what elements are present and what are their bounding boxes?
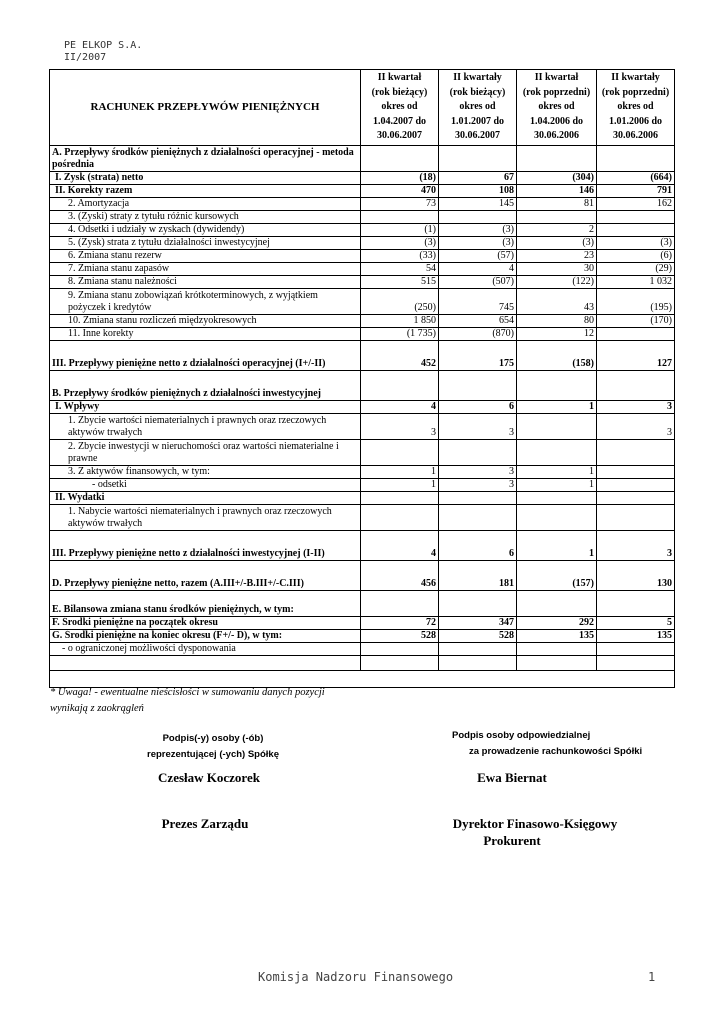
row-value: (122) [517, 275, 597, 288]
left-signatory-name: Czesław Koczorek [158, 770, 260, 785]
row-value: 43 [517, 288, 597, 314]
row-value: 81 [517, 197, 597, 210]
row-value [361, 504, 439, 530]
row-value: 6 [439, 400, 517, 413]
column-header: II kwartał (rok poprzedni) okres od 1.04.2006 do 30.06.2006 [517, 70, 597, 146]
row-value: 67 [439, 171, 517, 184]
row-value: 3 [439, 413, 517, 439]
row-value: 54 [361, 262, 439, 275]
row-value [439, 210, 517, 223]
table-row [50, 478, 675, 491]
table-row [50, 465, 675, 478]
row-value [517, 504, 597, 530]
row-label: 8. Zmiana stanu należności [50, 275, 361, 288]
row-label: 10. Zmiana stanu rozliczeń międzyokresowych [50, 314, 361, 327]
table-row [50, 197, 675, 210]
table-row [50, 370, 675, 400]
row-value: 528 [439, 629, 517, 642]
row-value: (18) [361, 171, 439, 184]
page-number: 1 [648, 970, 656, 984]
row-value [597, 642, 675, 655]
row-value: 1 [517, 400, 597, 413]
company-name: PE ELKOP S.A. [64, 40, 143, 51]
table-row [50, 236, 675, 249]
row-value: (29) [597, 262, 675, 275]
row-value: (304) [517, 171, 597, 184]
row-value: 456 [361, 560, 439, 590]
row-value [517, 491, 597, 504]
table-row [50, 491, 675, 504]
row-value: (57) [439, 249, 517, 262]
row-value [517, 210, 597, 223]
row-value [597, 478, 675, 491]
row-value [439, 642, 517, 655]
row-value: (195) [597, 288, 675, 314]
note-line: wynikają z zaokrągleń [50, 703, 144, 714]
row-value: 1 [517, 465, 597, 478]
row-value [439, 370, 517, 400]
row-value: 528 [361, 629, 439, 642]
row-label: 11. Inne korekty [50, 327, 361, 340]
row-value [597, 439, 675, 465]
row-value: 3 [361, 413, 439, 439]
rounding-note [50, 685, 325, 717]
row-label: 7. Zmiana stanu zapasów [50, 262, 361, 275]
row-value [597, 465, 675, 478]
row-value [439, 439, 517, 465]
row-value: 470 [361, 184, 439, 197]
row-value: (158) [517, 340, 597, 370]
table-row [50, 504, 675, 530]
row-value [517, 439, 597, 465]
row-value: (3) [517, 236, 597, 249]
table-row [50, 249, 675, 262]
column-header: II kwartały (rok poprzedni) okres od 1.01.2006 do 30.06.2006 [597, 70, 675, 146]
row-value: 130 [597, 560, 675, 590]
row-value: (664) [597, 171, 675, 184]
row-value: 3 [597, 400, 675, 413]
row-value: 3 [439, 465, 517, 478]
row-value: (3) [361, 236, 439, 249]
row-value: (3) [439, 223, 517, 236]
row-value: 127 [597, 340, 675, 370]
row-value [361, 439, 439, 465]
right-signatory-name: Ewa Biernat [477, 770, 547, 785]
table-row [50, 530, 675, 560]
row-value: 2 [517, 223, 597, 236]
right-signatory-role: Dyrektor Finasowo-Księgowy Prokurent [452, 816, 618, 848]
table-row [50, 560, 675, 590]
empty-cell [597, 655, 675, 670]
row-label: G. Środki pieniężne na koniec okresu (F+/- D), w tym: [50, 629, 361, 642]
table-row [50, 262, 675, 275]
row-label: - odsetki [50, 478, 361, 491]
empty-cell [361, 670, 439, 687]
row-value: (1 735) [361, 327, 439, 340]
row-value: 654 [439, 314, 517, 327]
document-header [64, 40, 142, 64]
table-row-empty [50, 655, 675, 670]
empty-cell [439, 655, 517, 670]
row-value: 292 [517, 616, 597, 629]
column-header: II kwartały (rok bieżący) okres od 1.01.2007 do 30.06.2007 [439, 70, 517, 146]
row-value [597, 145, 675, 171]
row-value [597, 370, 675, 400]
row-value [517, 413, 597, 439]
row-label: B. Przepływy środków pieniężnych z działalności inwestycyjnej [50, 370, 361, 400]
row-label: 1. Zbycie wartości niematerialnych i prawnych oraz rzeczowych aktywów trwałych [50, 413, 361, 439]
table-row [50, 590, 675, 616]
row-label: 9. Zmiana stanu zobowiązań krótkoterminowych, z wyjątkiem pożyczek i kredytów [50, 288, 361, 314]
row-label: 2. Amortyzacja [50, 197, 361, 210]
row-label: 3. Z aktywów finansowych, w tym: [50, 465, 361, 478]
row-label: III. Przepływy pieniężne netto z działalności operacyjnej (I+/-II) [50, 340, 361, 370]
table-row [50, 327, 675, 340]
row-value [439, 491, 517, 504]
row-value: 1 [517, 478, 597, 491]
row-value: 80 [517, 314, 597, 327]
table-row [50, 340, 675, 370]
table-row [50, 171, 675, 184]
table-header-row [50, 70, 675, 146]
row-label: 1. Nabycie wartości niematerialnych i prawnych oraz rzeczowych aktywów trwałych [50, 504, 361, 530]
row-value: 6 [439, 530, 517, 560]
row-value: 4 [439, 262, 517, 275]
row-value: 108 [439, 184, 517, 197]
table-title: RACHUNEK PRZEPŁYWÓW PIENIĘŻNYCH [50, 70, 361, 146]
row-value: 4 [361, 530, 439, 560]
row-value: (6) [597, 249, 675, 262]
row-label: F. Środki pieniężne na początek okresu [50, 616, 361, 629]
row-value: (170) [597, 314, 675, 327]
cash-flow-table [49, 69, 675, 688]
row-value: 1 [361, 478, 439, 491]
row-value [439, 590, 517, 616]
row-value [517, 590, 597, 616]
row-label: 5. (Zysk) strata z tytułu działalności inwestycyjnej [50, 236, 361, 249]
row-label: 2. Zbycie inwestycji w nieruchomości oraz wartości niematerialne i prawne [50, 439, 361, 465]
row-value [597, 223, 675, 236]
table-row [50, 223, 675, 236]
row-value: 452 [361, 340, 439, 370]
row-value: (1) [361, 223, 439, 236]
row-value: 72 [361, 616, 439, 629]
left-signature-caption: Podpis(-y) osoby (-ób) reprezentującej (-ych) Spółkę [147, 733, 279, 760]
row-label: II. Wydatki [50, 491, 361, 504]
row-value [361, 642, 439, 655]
row-value: 181 [439, 560, 517, 590]
row-value: (3) [597, 236, 675, 249]
table-row [50, 314, 675, 327]
table-row [50, 400, 675, 413]
table-row [50, 642, 675, 655]
row-value: 23 [517, 249, 597, 262]
empty-cell [361, 655, 439, 670]
row-value [597, 504, 675, 530]
row-label: I. Wpływy [50, 400, 361, 413]
table-body [50, 145, 675, 687]
row-label: - o ograniczonej możliwości dysponowania [50, 642, 361, 655]
row-value: 135 [597, 629, 675, 642]
row-value: (3) [439, 236, 517, 249]
row-label: A. Przepływy środków pieniężnych z działalności operacyjnej - metoda pośrednia [50, 145, 361, 171]
table-row [50, 275, 675, 288]
row-label: 4. Odsetki i udziały w zyskach (dywidendy) [50, 223, 361, 236]
row-value: 3 [439, 478, 517, 491]
row-value: 175 [439, 340, 517, 370]
row-value [361, 210, 439, 223]
table-row [50, 413, 675, 439]
row-value: 1 032 [597, 275, 675, 288]
row-label: III. Przepływy pieniężne netto z działalności inwestycyjnej (I-II) [50, 530, 361, 560]
row-label: II. Korekty razem [50, 184, 361, 197]
row-label: I. Zysk (strata) netto [50, 171, 361, 184]
row-value: 146 [517, 184, 597, 197]
row-value: 1 [517, 530, 597, 560]
row-value: 12 [517, 327, 597, 340]
column-header: II kwartał (rok bieżący) okres od 1.04.2007 do 30.06.2007 [361, 70, 439, 146]
row-value [439, 504, 517, 530]
row-value [517, 145, 597, 171]
empty-cell [597, 670, 675, 687]
table-row [50, 145, 675, 171]
row-value: 73 [361, 197, 439, 210]
table-row [50, 439, 675, 465]
empty-cell [517, 670, 597, 687]
row-value: (507) [439, 275, 517, 288]
row-value [597, 590, 675, 616]
report-period: II/2007 [64, 52, 107, 63]
row-value: 3 [597, 530, 675, 560]
right-signature-caption: Podpis osoby odpowiedzialnej za prowadzenie rachunkowości Spółki [452, 730, 643, 757]
row-value [361, 370, 439, 400]
row-value: 1 850 [361, 314, 439, 327]
row-value [597, 327, 675, 340]
table-row [50, 184, 675, 197]
table-row [50, 616, 675, 629]
row-value [439, 145, 517, 171]
row-value: 135 [517, 629, 597, 642]
row-label: D. Przepływy pieniężne netto, razem (A.III+/-B.III+/-C.III) [50, 560, 361, 590]
note-line: * Uwaga! - ewentualne nieścisłości w sumowaniu danych pozycji [50, 687, 325, 698]
table-row [50, 210, 675, 223]
row-value: 791 [597, 184, 675, 197]
row-value: (870) [439, 327, 517, 340]
row-value [517, 370, 597, 400]
row-value: 4 [361, 400, 439, 413]
left-signatory-role: Prezes Zarządu [161, 816, 249, 831]
row-value [361, 491, 439, 504]
row-value [517, 642, 597, 655]
row-value [597, 491, 675, 504]
row-value: 745 [439, 288, 517, 314]
empty-cell [439, 670, 517, 687]
row-value: 515 [361, 275, 439, 288]
row-value: (33) [361, 249, 439, 262]
table-row [50, 288, 675, 314]
row-value: (250) [361, 288, 439, 314]
row-value: 3 [597, 413, 675, 439]
row-value: 1 [361, 465, 439, 478]
row-label: 6. Zmiana stanu rezerw [50, 249, 361, 262]
row-value: 145 [439, 197, 517, 210]
row-value [361, 590, 439, 616]
row-value: (157) [517, 560, 597, 590]
row-value [597, 210, 675, 223]
row-value: 30 [517, 262, 597, 275]
empty-cell [50, 655, 361, 670]
row-value: 347 [439, 616, 517, 629]
row-label: 3. (Zyski) straty z tytułu różnic kursowych [50, 210, 361, 223]
row-value [361, 145, 439, 171]
row-value: 5 [597, 616, 675, 629]
row-value: 162 [597, 197, 675, 210]
footer-text: Komisja Nadzoru Finansowego [258, 970, 454, 984]
table-row [50, 629, 675, 642]
empty-cell [517, 655, 597, 670]
row-label: E. Bilansowa zmiana stanu środków pieniężnych, w tym: [50, 590, 361, 616]
